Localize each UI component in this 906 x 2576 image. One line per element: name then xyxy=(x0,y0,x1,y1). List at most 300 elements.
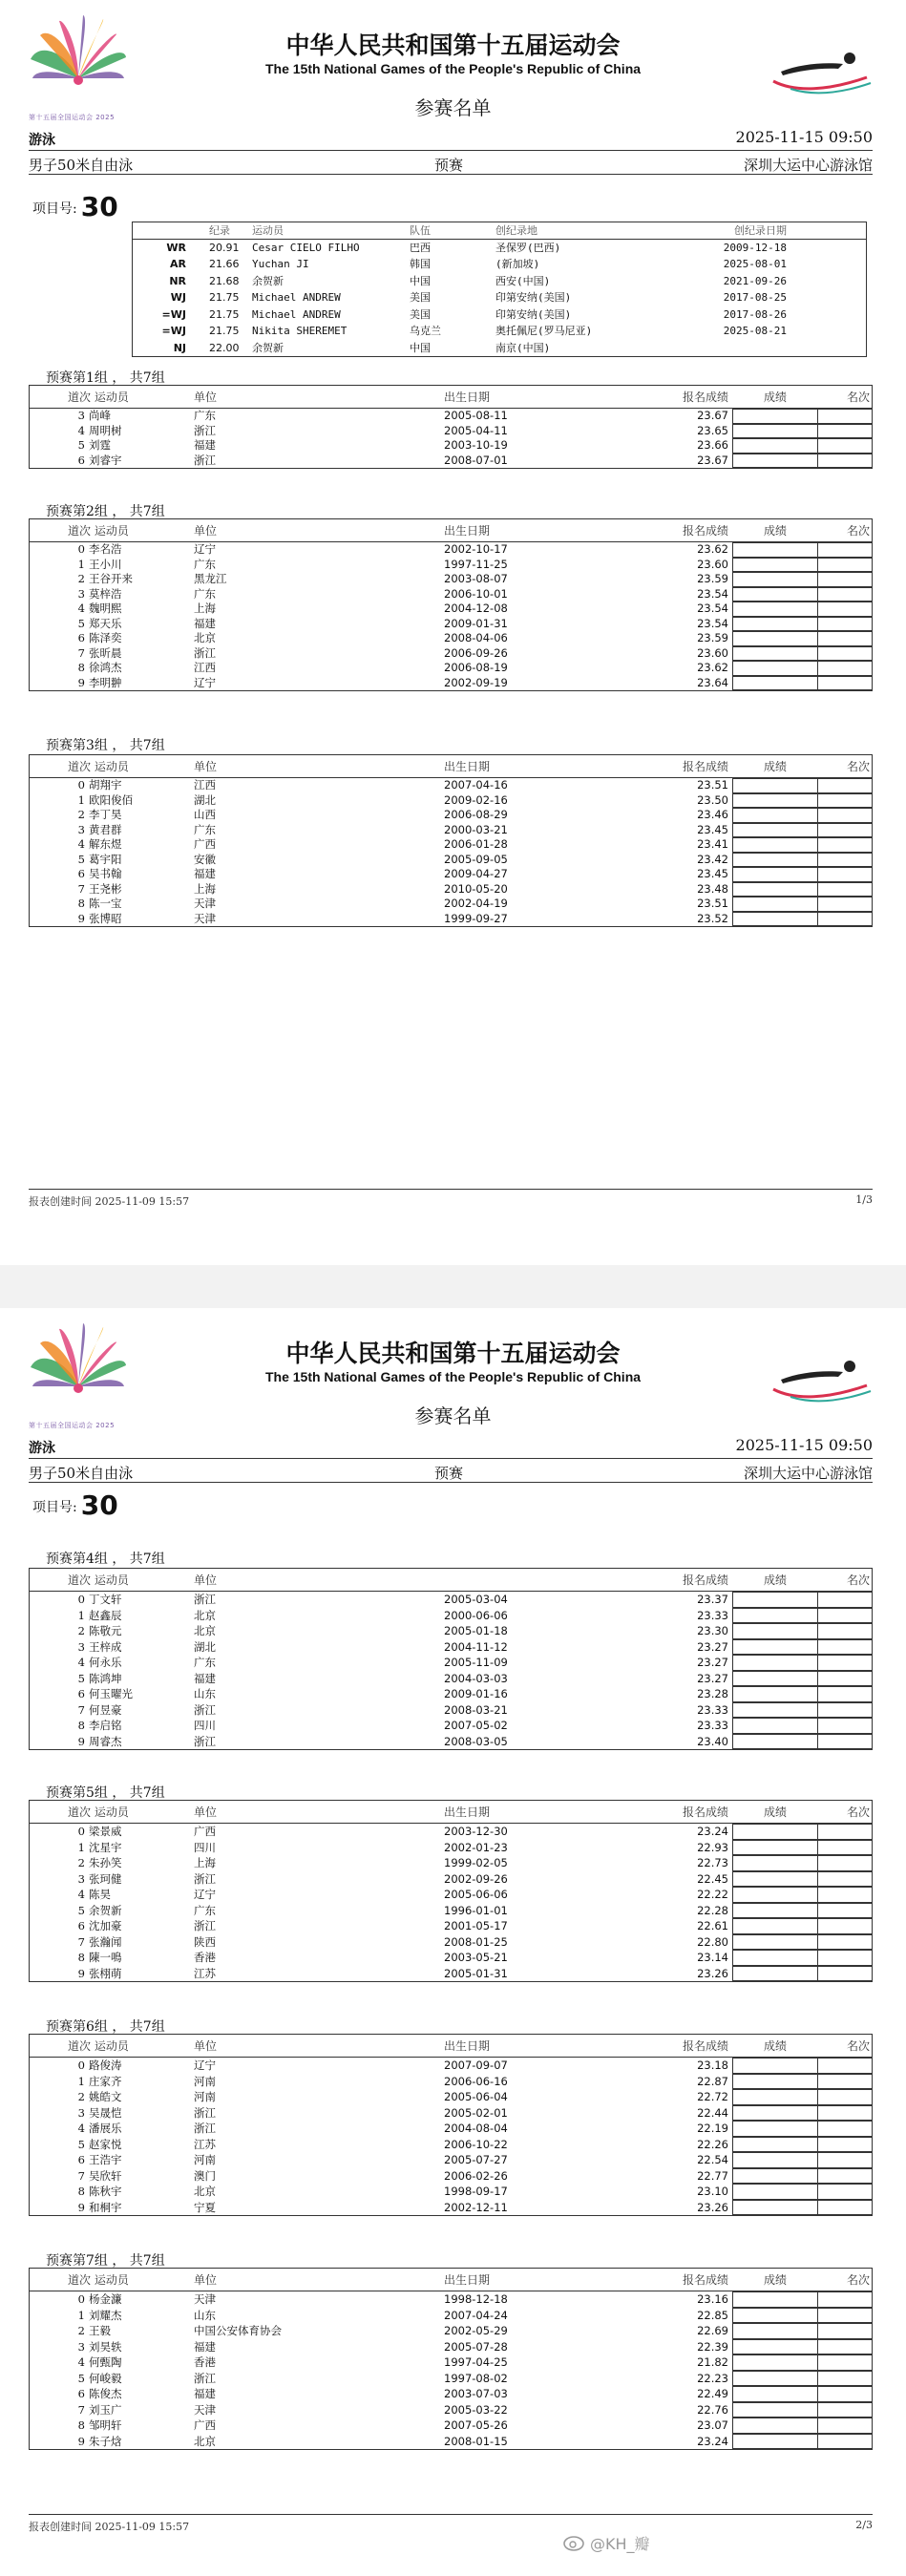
entry-time: 22.39 xyxy=(697,2339,728,2354)
lane-number: 6 xyxy=(77,1687,85,1700)
lane-number: 0 xyxy=(77,542,85,556)
rank-cell xyxy=(818,661,872,676)
lane-number: 1 xyxy=(77,1840,85,1854)
heat-title: 预赛第6组 ， 共7组 xyxy=(46,2019,165,2035)
athlete-name: 路俊涛 xyxy=(89,2059,122,2072)
entry-time: 21.82 xyxy=(697,2355,728,2369)
athlete-unit: 宁夏 xyxy=(194,2200,216,2214)
athlete-row xyxy=(30,1855,872,1871)
record-time: 21.75 xyxy=(209,291,240,304)
lane-number: 2 xyxy=(77,2090,85,2103)
lane-number: 1 xyxy=(77,2308,85,2322)
col-unit: 单位 xyxy=(194,1805,218,1819)
rank-cell xyxy=(818,424,872,439)
athlete-birth-date: 2009-01-16 xyxy=(444,1687,508,1700)
entry-time: 23.60 xyxy=(697,645,728,660)
entry-time: 23.33 xyxy=(697,1719,728,1732)
event-number xyxy=(32,1489,118,1521)
lane-number: 5 xyxy=(77,2137,85,2151)
athlete-birth-date: 2006-10-22 xyxy=(444,2137,508,2151)
entry-time: 23.27 xyxy=(697,1639,728,1654)
athlete-unit: 河南 xyxy=(194,2090,216,2103)
athlete-name: 陈俊杰 xyxy=(89,2387,122,2400)
rank-cell xyxy=(818,2402,872,2418)
athlete-row xyxy=(30,2184,872,2200)
result-cell xyxy=(732,1855,818,1871)
record-athlete: Nikita SHEREMET xyxy=(252,325,348,337)
athlete-unit: 山东 xyxy=(194,1687,216,1700)
athlete-unit: 福建 xyxy=(194,2387,216,2400)
athlete-birth-date: 2008-04-06 xyxy=(444,631,508,644)
result-cell xyxy=(732,823,818,838)
athlete-unit: 河南 xyxy=(194,2153,216,2166)
lane-number: 4 xyxy=(77,423,85,437)
rank-cell xyxy=(818,2184,872,2200)
rank-cell xyxy=(818,912,872,927)
athlete-unit: 广西 xyxy=(194,837,216,851)
col-unit: 单位 xyxy=(194,524,218,538)
report-created-time: 报表创建时间 2025-11-09 15:57 xyxy=(29,2521,190,2533)
col-unit: 单位 xyxy=(194,2039,218,2053)
record-athlete: Michael ANDREW xyxy=(252,291,341,304)
result-cell xyxy=(732,882,818,897)
athlete-birth-date: 2005-02-01 xyxy=(444,2105,508,2120)
rank-cell xyxy=(818,867,872,882)
lane-number: 1 xyxy=(77,2074,85,2088)
rank-cell xyxy=(818,1887,872,1903)
entry-time: 23.24 xyxy=(697,2434,728,2448)
col-rank: 名次 xyxy=(846,2273,870,2287)
lane-number: 3 xyxy=(77,822,85,836)
record-code: =WJ xyxy=(161,325,186,337)
col-rank: 名次 xyxy=(846,2039,870,2053)
athlete-name: 葛宇阳 xyxy=(89,852,122,866)
athlete-row xyxy=(30,1918,872,1934)
col-lane-athlete: 道次 运动员 xyxy=(68,2273,129,2287)
lane-number: 6 xyxy=(77,2153,85,2166)
athlete-row xyxy=(30,1734,872,1750)
title-chinese: 中华人民共和国第十五届运动会 xyxy=(285,1340,621,1367)
athlete-name: 莫梓浩 xyxy=(89,586,122,601)
result-cell xyxy=(732,2121,818,2137)
record-athlete: 余贺新 xyxy=(252,274,284,287)
athlete-birth-date: 2009-01-31 xyxy=(444,616,508,630)
athlete-name: 郑天乐 xyxy=(89,616,122,630)
entry-time: 23.27 xyxy=(697,1656,728,1669)
athlete-row xyxy=(30,2402,872,2418)
rank-cell xyxy=(818,409,872,424)
lane-number: 7 xyxy=(77,1934,85,1949)
athlete-name: 何甄陶 xyxy=(89,2355,122,2369)
round-label: 预赛 xyxy=(434,157,464,174)
athlete-unit: 福建 xyxy=(194,867,216,880)
athlete-unit: 广东 xyxy=(194,586,216,601)
rank-cell xyxy=(818,1903,872,1919)
entry-time: 23.66 xyxy=(697,438,728,452)
page-2 xyxy=(0,1308,906,2576)
entry-time: 23.18 xyxy=(697,2059,728,2072)
athlete-unit: 北京 xyxy=(194,1608,216,1622)
rank-cell xyxy=(818,1855,872,1871)
athlete-row xyxy=(30,1702,872,1719)
athlete-row xyxy=(30,2105,872,2122)
athlete-birth-date: 2005-03-04 xyxy=(444,1593,508,1606)
entry-time: 23.45 xyxy=(697,822,728,836)
athlete-row xyxy=(30,1840,872,1856)
rank-cell xyxy=(818,837,872,853)
athlete-unit: 福建 xyxy=(194,438,216,452)
col-rank: 名次 xyxy=(846,524,870,538)
athlete-name: 刘玉广 xyxy=(89,2402,122,2417)
athlete-name: 尚峰 xyxy=(89,409,111,422)
entry-time: 23.62 xyxy=(697,542,728,556)
athlete-name: 吴晟恺 xyxy=(89,2105,122,2120)
athlete-birth-date: 2008-07-01 xyxy=(444,453,508,467)
entry-time: 23.67 xyxy=(697,453,728,467)
col-result: 成绩 xyxy=(763,2273,787,2287)
athlete-birth-date: 2005-01-31 xyxy=(444,1966,508,1980)
athlete-unit: 天津 xyxy=(194,2402,216,2417)
entry-time: 22.85 xyxy=(697,2308,728,2322)
athlete-row xyxy=(30,897,872,912)
athlete-birth-date: 1998-09-17 xyxy=(444,2185,508,2198)
athlete-row xyxy=(30,646,872,662)
heat-table-header xyxy=(30,2269,872,2291)
col-unit: 单位 xyxy=(194,2273,218,2287)
lane-number: 2 xyxy=(77,1856,85,1869)
record-place: 印第安纳(美国) xyxy=(495,307,572,321)
lane-number: 3 xyxy=(77,409,85,422)
result-cell xyxy=(732,1718,818,1734)
result-cell xyxy=(732,1824,818,1840)
lane-number: 3 xyxy=(77,2105,85,2120)
athlete-row xyxy=(30,1966,872,1982)
athlete-unit: 浙江 xyxy=(194,2371,216,2385)
athlete-name: 刘耀杰 xyxy=(89,2308,122,2322)
col-lane-athlete: 道次 运动员 xyxy=(68,760,129,773)
athlete-unit: 上海 xyxy=(194,602,216,615)
heat-title: 预赛第3组 ， 共7组 xyxy=(46,738,165,753)
col-birth: 出生日期 xyxy=(444,2039,491,2053)
lane-number: 6 xyxy=(77,1919,85,1932)
athlete-row xyxy=(30,853,872,868)
result-cell xyxy=(732,1592,818,1608)
lane-number: 8 xyxy=(77,897,85,910)
result-cell xyxy=(732,1950,818,1966)
result-cell xyxy=(732,542,818,558)
athlete-name: 王毅 xyxy=(89,2324,111,2337)
result-cell xyxy=(732,2434,818,2450)
document-subtitle: 参赛名单 xyxy=(414,1404,492,1427)
col-birth: 出生日期 xyxy=(444,2273,491,2287)
record-row xyxy=(133,256,866,273)
athlete-unit: 广东 xyxy=(194,409,216,422)
athlete-name: 王小川 xyxy=(89,557,122,571)
col-unit: 单位 xyxy=(194,391,218,404)
athlete-row xyxy=(30,2418,872,2434)
athlete-name: 朱子焓 xyxy=(89,2434,122,2448)
record-time: 21.75 xyxy=(209,307,240,321)
athlete-unit: 江西 xyxy=(194,778,216,792)
lane-number: 9 xyxy=(77,1966,85,1980)
entry-time: 22.44 xyxy=(697,2105,728,2120)
athlete-row xyxy=(30,1639,872,1656)
record-place: 西安(中国) xyxy=(495,274,551,287)
athlete-row xyxy=(30,1718,872,1734)
athlete-row xyxy=(30,2323,872,2339)
athlete-unit: 浙江 xyxy=(194,423,216,437)
record-team: 韩国 xyxy=(410,258,431,270)
lane-number: 2 xyxy=(77,808,85,821)
entry-time: 22.80 xyxy=(697,1934,728,1949)
lane-number: 5 xyxy=(77,616,85,630)
athlete-row xyxy=(30,793,872,809)
lane-number: 6 xyxy=(77,453,85,467)
rank-cell xyxy=(818,897,872,912)
col-result: 成绩 xyxy=(763,2039,787,2053)
athlete-name: 张瀚闻 xyxy=(89,1934,122,1949)
entry-time: 22.22 xyxy=(697,1888,728,1901)
athlete-birth-date: 2008-03-05 xyxy=(444,1734,508,1748)
footer-divider xyxy=(29,1189,873,1190)
athlete-row xyxy=(30,454,872,469)
rank-cell xyxy=(818,1655,872,1671)
record-row xyxy=(133,323,866,340)
rank-cell xyxy=(818,2089,872,2105)
col-entry: 报名成绩 xyxy=(682,2039,728,2053)
athlete-name: 赵鑫辰 xyxy=(89,1608,122,1622)
rank-cell xyxy=(818,2434,872,2450)
record-code: WR xyxy=(166,241,186,254)
rank-cell xyxy=(818,2354,872,2371)
athlete-unit: 广东 xyxy=(194,1903,216,1917)
col-birth: 出生日期 xyxy=(444,391,491,404)
athlete-unit: 上海 xyxy=(194,881,216,896)
athlete-name: 胡翔宇 xyxy=(89,778,122,792)
athlete-name: 王尧彬 xyxy=(89,881,122,896)
athlete-birth-date: 2002-05-29 xyxy=(444,2324,508,2337)
rank-cell xyxy=(818,1639,872,1656)
rank-cell xyxy=(818,853,872,868)
athlete-unit: 北京 xyxy=(194,2434,216,2448)
result-cell xyxy=(732,2308,818,2324)
athlete-birth-date: 2002-10-17 xyxy=(444,542,508,556)
col-rank: 名次 xyxy=(846,1573,870,1587)
divider xyxy=(29,1482,873,1483)
athlete-unit: 安徽 xyxy=(194,852,216,866)
entry-time: 22.23 xyxy=(697,2371,728,2385)
athlete-row xyxy=(30,2200,872,2216)
athlete-unit: 浙江 xyxy=(194,645,216,660)
result-cell xyxy=(732,2184,818,2200)
athlete-birth-date: 2000-06-06 xyxy=(444,1608,508,1622)
athlete-row xyxy=(30,867,872,882)
rank-cell xyxy=(818,587,872,602)
col-rank: 名次 xyxy=(846,1805,870,1819)
result-cell xyxy=(732,2105,818,2122)
entry-time: 23.14 xyxy=(697,1951,728,1964)
record-athlete: Yuchan JI xyxy=(252,258,309,270)
entry-time: 23.37 xyxy=(697,1593,728,1606)
lane-number: 2 xyxy=(77,1624,85,1637)
athlete-name: 和桐宇 xyxy=(89,2200,122,2214)
athlete-unit: 江苏 xyxy=(194,2137,216,2151)
athlete-name: 王梓成 xyxy=(89,1639,122,1654)
rank-cell xyxy=(818,793,872,809)
col-lane-athlete: 道次 运动员 xyxy=(68,1805,129,1819)
record-code: NR xyxy=(169,274,186,287)
rank-cell xyxy=(818,676,872,691)
lane-number: 4 xyxy=(77,1888,85,1901)
athlete-birth-date: 2003-12-30 xyxy=(444,1825,508,1838)
rank-cell xyxy=(818,1824,872,1840)
athlete-birth-date: 2005-07-27 xyxy=(444,2153,508,2166)
athlete-birth-date: 1997-04-25 xyxy=(444,2355,508,2369)
record-code: NJ xyxy=(173,341,186,354)
lane-number: 8 xyxy=(77,1719,85,1732)
result-cell xyxy=(732,2058,818,2074)
lane-number: 0 xyxy=(77,1593,85,1606)
athlete-unit: 天津 xyxy=(194,2292,216,2306)
athlete-row xyxy=(30,2121,872,2137)
athlete-unit: 黑龙江 xyxy=(194,572,227,585)
athlete-unit: 浙江 xyxy=(194,1871,216,1886)
rank-cell xyxy=(818,2137,872,2153)
athlete-unit: 浙江 xyxy=(194,1919,216,1932)
result-cell xyxy=(732,2418,818,2434)
weibo-icon xyxy=(563,2532,586,2551)
lane-number: 8 xyxy=(77,661,85,674)
result-cell xyxy=(732,2089,818,2105)
lane-number: 5 xyxy=(77,2371,85,2385)
athlete-row xyxy=(30,572,872,587)
result-cell xyxy=(732,2200,818,2216)
athlete-birth-date: 2008-01-25 xyxy=(444,1934,508,1949)
record-date: 2009-12-18 xyxy=(723,241,787,254)
col-entry: 报名成绩 xyxy=(682,1805,728,1819)
athlete-unit: 山西 xyxy=(194,808,216,821)
athlete-name: 李名浩 xyxy=(89,542,122,556)
lane-number: 5 xyxy=(77,852,85,866)
athlete-row xyxy=(30,2386,872,2402)
entry-time: 23.60 xyxy=(697,557,728,571)
athlete-birth-date: 2002-04-19 xyxy=(444,897,508,910)
event-number-label: 项目号: xyxy=(32,1500,77,1515)
athlete-row xyxy=(30,2434,872,2450)
athlete-name: 潘展乐 xyxy=(89,2122,122,2135)
lane-number: 7 xyxy=(77,2402,85,2417)
athlete-row xyxy=(30,882,872,897)
athlete-birth-date: 2008-01-15 xyxy=(444,2434,508,2448)
heat-title: 预赛第1组 ， 共7组 xyxy=(46,370,165,386)
col-result: 成绩 xyxy=(763,524,787,538)
athlete-birth-date: 2007-05-26 xyxy=(444,2418,508,2432)
col-lane-athlete: 道次 运动员 xyxy=(68,524,129,538)
heat-table-header xyxy=(30,1569,872,1592)
entry-time: 23.41 xyxy=(697,837,728,851)
col-entry: 报名成绩 xyxy=(682,1573,728,1587)
result-cell xyxy=(732,631,818,646)
event-number-value: 30 xyxy=(80,191,118,222)
athlete-unit: 四川 xyxy=(194,1719,216,1732)
col-lane-athlete: 道次 运动员 xyxy=(68,1573,129,1587)
heat-title: 预赛第5组 ， 共7组 xyxy=(46,1785,165,1801)
divider xyxy=(29,1458,873,1459)
athlete-name: 赵家悦 xyxy=(89,2137,122,2151)
lane-number: 4 xyxy=(77,837,85,851)
athlete-birth-date: 2003-05-21 xyxy=(444,1951,508,1964)
result-cell xyxy=(732,646,818,662)
result-cell xyxy=(732,1655,818,1671)
title-chinese: 中华人民共和国第十五届运动会 xyxy=(285,32,621,59)
athlete-name: 吴书翰 xyxy=(89,867,122,880)
col-rank: 名次 xyxy=(846,760,870,773)
result-cell xyxy=(732,867,818,882)
venue-name: 深圳大运中心游泳馆 xyxy=(743,157,873,174)
record-time: 21.66 xyxy=(209,258,240,270)
athlete-name: 张珂健 xyxy=(89,1871,122,1886)
rank-cell xyxy=(818,2152,872,2168)
title-english: The 15th National Games of the People's Republic of China xyxy=(264,61,642,76)
rank-cell xyxy=(818,1918,872,1934)
col-rank: 名次 xyxy=(846,391,870,404)
record-place: (新加坡) xyxy=(495,258,540,270)
athlete-birth-date: 2003-07-03 xyxy=(444,2387,508,2400)
athlete-row xyxy=(30,631,872,646)
athlete-birth-date: 2005-08-11 xyxy=(444,409,508,422)
athlete-name: 李启铭 xyxy=(89,1719,122,1732)
rank-cell xyxy=(818,2371,872,2387)
logo-caption: 第十五届全国运动会 2025 xyxy=(29,1422,116,1429)
athlete-name: 黄君群 xyxy=(89,822,122,836)
result-cell xyxy=(732,2386,818,2402)
entry-time: 23.65 xyxy=(697,423,728,437)
page-number: 1/3 xyxy=(855,1193,873,1206)
record-date: 2025-08-21 xyxy=(723,325,787,337)
entry-time: 23.24 xyxy=(697,1825,728,1838)
athlete-birth-date: 1997-11-25 xyxy=(444,557,508,571)
athlete-birth-date: 2005-06-04 xyxy=(444,2090,508,2103)
athlete-row xyxy=(30,837,872,853)
entry-time: 23.26 xyxy=(697,1966,728,1980)
heat-table xyxy=(29,1800,873,1982)
heat-table xyxy=(29,1568,873,1750)
rank-cell xyxy=(818,2105,872,2122)
entry-time: 23.07 xyxy=(697,2418,728,2432)
rank-cell xyxy=(818,1950,872,1966)
record-row xyxy=(133,273,866,290)
athlete-birth-date: 2007-04-24 xyxy=(444,2308,508,2322)
athlete-row xyxy=(30,1686,872,1702)
athlete-unit: 江西 xyxy=(194,661,216,674)
col-lane-athlete: 道次 运动员 xyxy=(68,2039,129,2053)
athlete-birth-date: 2002-01-23 xyxy=(444,1840,508,1854)
lane-number: 4 xyxy=(77,602,85,615)
result-cell xyxy=(732,2339,818,2355)
record-row xyxy=(133,240,866,257)
result-cell xyxy=(732,1840,818,1856)
lane-number: 0 xyxy=(77,1825,85,1838)
athlete-row xyxy=(30,2152,872,2168)
athlete-name: 朱孙笑 xyxy=(89,1856,122,1869)
lane-number: 1 xyxy=(77,1608,85,1622)
athlete-row xyxy=(30,1934,872,1951)
col-result: 成绩 xyxy=(763,1805,787,1819)
record-row xyxy=(133,306,866,324)
result-cell xyxy=(732,587,818,602)
lane-number: 4 xyxy=(77,2122,85,2135)
result-cell xyxy=(732,1639,818,1656)
